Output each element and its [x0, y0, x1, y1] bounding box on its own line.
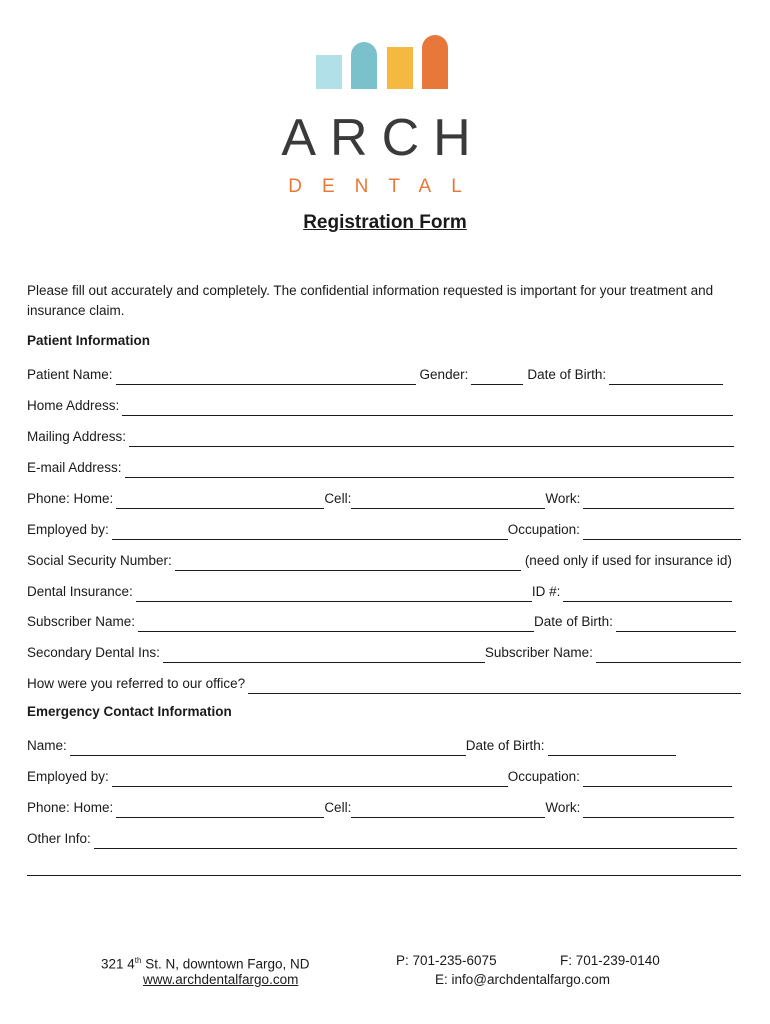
dental-insurance-field[interactable]: [136, 583, 532, 602]
emergency-phone-home-field[interactable]: [116, 799, 324, 818]
emergency-occupation-label: Occupation:: [507, 769, 580, 784]
secondary-insurance-field[interactable]: [163, 644, 485, 663]
employed-by-label: Employed by:: [27, 522, 109, 537]
ssn-field[interactable]: [175, 552, 521, 571]
secondary-subscriber-label: Subscriber Name:: [484, 645, 593, 660]
phone-home-field[interactable]: [116, 490, 324, 509]
emergency-dob-label: Date of Birth:: [465, 738, 545, 753]
occupation-field[interactable]: [583, 521, 741, 540]
patient-name-field[interactable]: [116, 366, 416, 385]
cell-field[interactable]: [351, 490, 545, 509]
ssn-note: (need only if used for insurance id): [524, 553, 732, 568]
emergency-employed-by-label: Employed by:: [27, 769, 109, 784]
gender-label: Gender:: [419, 367, 469, 382]
logo-bar-light-blue: [316, 55, 342, 89]
footer-fax: F: 701-239-0140: [560, 953, 660, 968]
referral-label: How were you referred to our office?: [27, 676, 246, 691]
secondary-insurance-label: Secondary Dental Ins:: [27, 645, 160, 660]
employment-row: [27, 518, 741, 540]
footer-email: E: info@archdentalfargo.com: [435, 972, 611, 987]
arch-dental-logo: [0, 0, 770, 200]
work-label: Work:: [545, 491, 581, 506]
subscriber-name-label: Subscriber Name:: [27, 614, 136, 629]
emergency-employment-row: [27, 765, 741, 787]
other-info-field-continued[interactable]: [27, 875, 741, 876]
emergency-name-field[interactable]: [70, 737, 466, 756]
emergency-name-row: [27, 734, 741, 756]
referral-row: [27, 672, 741, 694]
occupation-label: Occupation:: [507, 522, 580, 537]
logo-bar-orange-arch: [422, 35, 448, 89]
emergency-phone-home-label: Phone: Home:: [27, 800, 114, 815]
footer-phone: P: 701-235-6075: [396, 953, 497, 968]
patient-info-heading: Patient Information: [27, 333, 151, 348]
home-address-label: Home Address:: [27, 398, 120, 413]
emergency-cell-field[interactable]: [351, 799, 545, 818]
home-address-field[interactable]: [122, 397, 733, 416]
emergency-employed-by-field[interactable]: [112, 768, 508, 787]
footer-address-suffix: th: [134, 956, 142, 965]
other-info-label: Other Info:: [27, 831, 91, 846]
gender-field[interactable]: [471, 366, 523, 385]
emergency-name-label: Name:: [27, 738, 67, 753]
emergency-work-label: Work:: [545, 800, 581, 815]
dob-field[interactable]: [609, 366, 723, 385]
logo-bar-teal-arch: [351, 42, 377, 89]
dental-insurance-label: Dental Insurance:: [27, 584, 133, 599]
email-row: [27, 456, 741, 478]
dob-label: Date of Birth:: [527, 367, 607, 382]
other-info-row: [27, 827, 741, 849]
footer-address-number: 321 4: [101, 956, 135, 972]
id-field[interactable]: [563, 583, 732, 602]
emergency-cell-label: Cell:: [324, 800, 352, 815]
logo-bar-yellow: [387, 47, 413, 89]
intro-text: Please fill out accurately and completely. The confidential information requested is important for your treatment and insurance claim.: [27, 283, 714, 318]
phone-row: [27, 487, 741, 509]
other-info-field[interactable]: [94, 830, 737, 849]
footer-website-link[interactable]: www.archdentalfargo.com: [143, 972, 299, 987]
emergency-work-field[interactable]: [583, 799, 734, 818]
secondary-subscriber-field[interactable]: [596, 644, 741, 663]
email-field[interactable]: [125, 459, 734, 478]
dental-insurance-row: [27, 580, 741, 602]
mailing-address-label: Mailing Address:: [27, 429, 127, 444]
work-field[interactable]: [583, 490, 734, 509]
patient-name-row: [27, 363, 741, 385]
emergency-occupation-field[interactable]: [583, 768, 732, 787]
home-address-row: [27, 394, 741, 416]
form-title: Registration Form: [303, 212, 467, 233]
subscriber-row: [27, 610, 741, 632]
footer-address-street: St. N, downtown Fargo, ND: [141, 956, 310, 972]
logo-wordmark-dental: DENTAL: [288, 176, 482, 197]
phone-home-label: Phone: Home:: [27, 491, 114, 506]
id-label: ID #:: [531, 584, 561, 599]
emergency-dob-field[interactable]: [548, 737, 676, 756]
email-label: E-mail Address:: [27, 460, 122, 475]
mailing-address-row: [27, 425, 741, 447]
referral-field[interactable]: [248, 675, 741, 694]
subscriber-dob-field[interactable]: [616, 613, 736, 632]
ssn-row: [27, 549, 741, 571]
mailing-address-field[interactable]: [129, 428, 734, 447]
logo-wordmark-arch: ARCH: [281, 109, 485, 167]
emergency-phone-row: [27, 796, 741, 818]
subscriber-name-field[interactable]: [138, 613, 534, 632]
secondary-insurance-row: [27, 641, 741, 663]
ssn-label: Social Security Number:: [27, 553, 172, 568]
emergency-contact-heading: Emergency Contact Information: [27, 704, 232, 719]
subscriber-dob-label: Date of Birth:: [534, 614, 613, 629]
employed-by-field[interactable]: [112, 521, 508, 540]
cell-label: Cell:: [324, 491, 352, 506]
patient-name-label: Patient Name:: [27, 367, 113, 382]
